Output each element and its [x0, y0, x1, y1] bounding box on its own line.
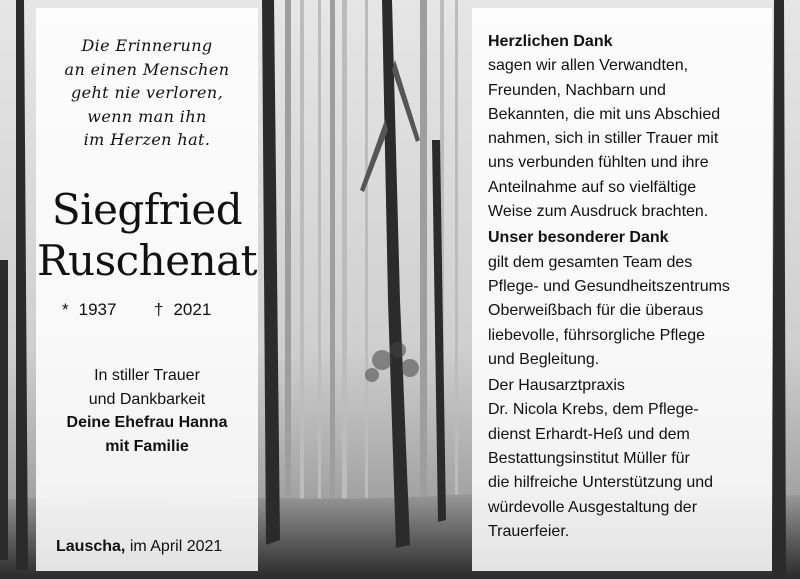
thanks-line: und Begleitung.: [488, 350, 600, 368]
first-name: Siegfried: [51, 185, 243, 234]
special-thanks-heading: Unser besonderer Dank: [488, 229, 669, 247]
last-name: Ruschenat: [36, 236, 258, 285]
thanks-line: Oberweißbach für die überaus: [488, 302, 704, 320]
thanks-line: liebevolle, führsorgliche Pflege: [488, 326, 706, 344]
death-date: [154, 300, 211, 320]
thanks-line: gilt dem gesamten Team des: [488, 253, 693, 271]
mourners-block: [36, 364, 258, 458]
poem-line: an einen Menschen: [64, 59, 230, 79]
birth-date: [62, 300, 116, 320]
mourning-line: In stiller Trauer: [94, 367, 200, 384]
poem-line: wenn man ihn: [87, 106, 207, 126]
birth-star-icon: *: [62, 300, 69, 319]
town: Lauscha,: [56, 538, 126, 555]
thanks-heading: Herzlichen Dank: [488, 33, 613, 50]
thanks-line: Bestattungsinstitut Müller für: [488, 450, 690, 468]
thanks-text: [488, 30, 778, 544]
thanks-panel: [472, 8, 772, 571]
thanks-line: die hilfreiche Unterstützung und: [488, 474, 714, 492]
thanks-line: nahmen, sich in stiller Trauer mit: [488, 130, 719, 148]
thanks-line: Freunden, Nachbarn und: [488, 81, 666, 99]
family-line: Deine Ehefrau Hanna: [66, 414, 228, 431]
memorial-poem: [36, 34, 258, 152]
thanks-line: Dr. Nicola Krebs, dem Pflege-: [488, 401, 699, 419]
death-year: 2021: [173, 300, 212, 319]
thanks-line: uns verbunden fühlten und ihre: [488, 154, 709, 172]
poem-line: geht nie verloren,: [70, 83, 224, 102]
poem-line: Die Erinnerung: [81, 36, 213, 55]
thanks-line: würdevolle Ausgestaltung der: [488, 498, 698, 516]
memorial-panel: [36, 8, 258, 571]
thanks-line: Bekannten, die mit uns Abschied: [488, 105, 721, 123]
thanks-line: sagen wir allen Verwandten,: [488, 57, 689, 75]
family-line: mit Familie: [105, 437, 189, 455]
deceased-name: [36, 184, 258, 286]
thanks-line: Der Hausarztpraxis: [488, 377, 625, 395]
thanks-line: Pflege- und Gesundheitszentrums: [488, 277, 730, 295]
cross-icon: †: [154, 300, 164, 319]
place-and-date: [56, 538, 222, 556]
mourning-line: und Dankbarkeit: [88, 390, 206, 408]
thanks-line: Anteilnahme auf so vielfältige: [488, 178, 697, 196]
birth-year: 1937: [78, 300, 117, 319]
thanks-line: Weise zum Ausdruck brachten.: [488, 203, 709, 221]
thanks-line: Trauerfeier.: [488, 522, 570, 540]
month-year: im April 2021: [129, 538, 223, 555]
poem-line: im Herzen hat.: [83, 130, 211, 149]
thanks-line: dienst Erhardt-Heß und dem: [488, 425, 690, 443]
